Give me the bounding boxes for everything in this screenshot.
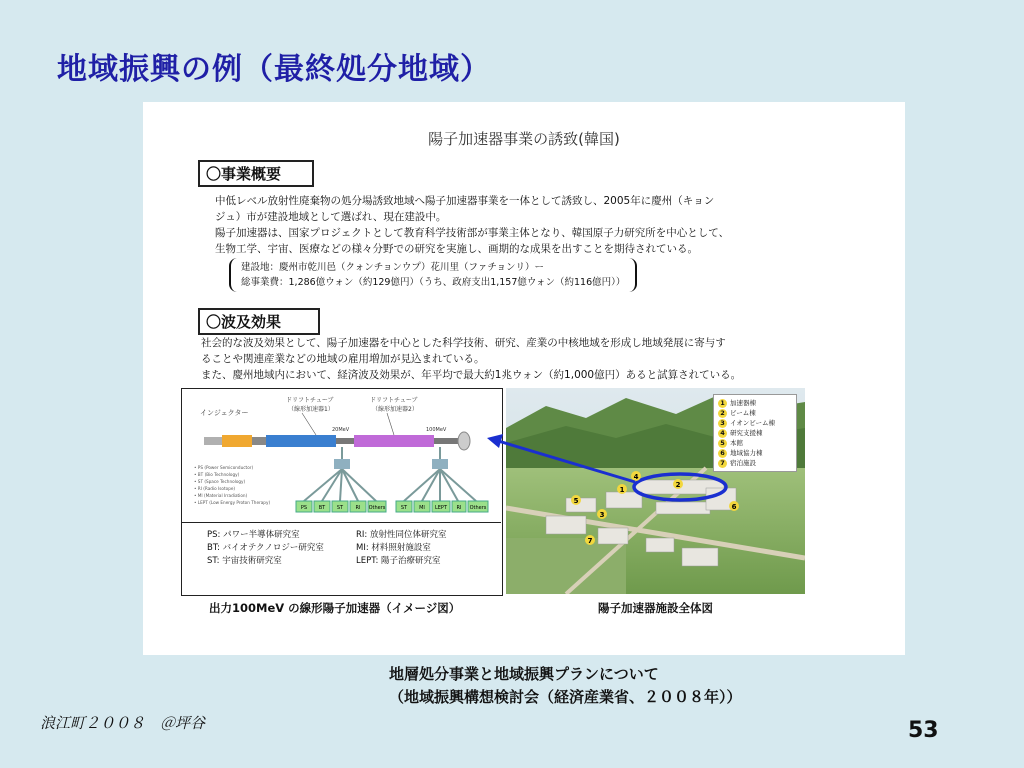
total-cost-text: 総事業費：1,286億ウォン（約129億円）（うち、政府支出1,157億ウォン（約116億円）） bbox=[241, 277, 626, 288]
facility-key-label: 宿泊施設 bbox=[730, 459, 756, 467]
svg-text:4: 4 bbox=[633, 473, 639, 481]
beam-use-item: • RI (Radio Isotope) bbox=[194, 486, 236, 491]
section-heading-effects: 〇波及効果 bbox=[198, 308, 320, 335]
legend-item: PS: パワー半導体研究室 bbox=[207, 530, 300, 540]
facility-key-number: 7 bbox=[718, 459, 727, 468]
legend-item: ST: 宇宙技術研究室 bbox=[207, 556, 282, 566]
drift-tube-1-label: ドリフトチューブ bbox=[286, 397, 334, 404]
legend-item: RI: 放射性同位体研究室 bbox=[356, 530, 447, 540]
beam-use-item: • BT (Bio Technology) bbox=[194, 472, 240, 477]
lab-box-label: LEPT bbox=[434, 505, 448, 511]
overview-line: 生物工学、宇宙、医療などの様々分野での研究を実施し、画期的な成果を出すことを期待されている。 bbox=[215, 243, 698, 255]
energy-label-1: 20MeV bbox=[332, 427, 350, 433]
lab-box-label: Others bbox=[469, 505, 487, 511]
svg-text:6: 6 bbox=[731, 503, 737, 511]
facility-key-number: 1 bbox=[718, 399, 727, 408]
beam-use-item: • MI (Material Irradiation) bbox=[194, 493, 248, 498]
lab-box-label: Others bbox=[368, 505, 386, 511]
facility-key-label: ビーム棟 bbox=[730, 409, 756, 417]
pointer-arrow-line bbox=[495, 440, 635, 482]
facility-key-number: 4 bbox=[718, 429, 727, 438]
facility-key-number: 5 bbox=[718, 439, 727, 448]
section-heading-overview: 〇事業概要 bbox=[198, 160, 314, 187]
injector-label: インジェクター bbox=[200, 409, 249, 417]
svg-text:1: 1 bbox=[619, 486, 625, 494]
facility-key-label: 地域協力棟 bbox=[730, 449, 763, 457]
drift-tube-2-label: ドリフトチューブ bbox=[370, 397, 418, 404]
facility-key-label: 本館 bbox=[730, 439, 743, 447]
page-number: 53 bbox=[908, 718, 939, 743]
lab-box-label: BT bbox=[318, 505, 326, 511]
drift-tube-1-sub: （線形加速器1） bbox=[288, 406, 334, 413]
lab-box-label: ST bbox=[400, 505, 408, 511]
lab-box-label: ST bbox=[336, 505, 344, 511]
svg-text:7: 7 bbox=[587, 537, 593, 545]
lab-box-label: PS bbox=[300, 505, 308, 511]
effects-line: ることや関連産業などの地域の雇用増加が見込まれている。 bbox=[201, 353, 485, 365]
lab-box-label: RI bbox=[355, 505, 361, 511]
overview-line: 陽子加速器は、国家プロジェクトとして教育科学技術部が事業主体となり、韓国原子力研究所を中心として、 bbox=[215, 227, 730, 239]
overview-line: 中低レベル放射性廃棄物の処分場誘致地域へ陽子加速器事業を一体として誘致し、2005年に慶州（キョン bbox=[215, 195, 715, 207]
facility-key-number: 3 bbox=[718, 419, 727, 428]
svg-text:2: 2 bbox=[675, 481, 681, 489]
effects-line: また、慶州地域内において、経済波及効果が、年平均で最大約1兆ウォン（約1,000億円）あると試算されている。 bbox=[201, 369, 742, 381]
lab-box-label: MI bbox=[419, 505, 425, 511]
legend-item: BT: バイオテクノロジー研究室 bbox=[207, 543, 324, 553]
facility-key-label: 加速器棟 bbox=[730, 399, 756, 407]
legend-item: MI: 材料照射施設室 bbox=[356, 543, 431, 553]
caption-accelerator: 出力100MeV の線形陽子加速器（イメージ図） bbox=[209, 601, 461, 615]
facility-key-label: イオンビーム棟 bbox=[730, 419, 776, 427]
beam-use-item: • LEPT (Low Energy Proton Therapy) bbox=[194, 500, 271, 505]
legend-item: LEPT: 陽子治療研究室 bbox=[356, 556, 441, 566]
effects-line: 社会的な波及効果として、陽子加速器を中心とした科学技術、研究、産業の中核地域を形成し地域発展に寄与す bbox=[201, 337, 726, 349]
pointer-arrow-overlay bbox=[143, 102, 905, 655]
document-title: 陽子加速器事業の誘致(韓国) bbox=[428, 130, 620, 148]
facility-key-label: 研究支援棟 bbox=[730, 429, 763, 437]
lab-box-label: RI bbox=[456, 505, 462, 511]
document-image bbox=[143, 102, 905, 655]
facility-key-number: 2 bbox=[718, 409, 727, 418]
source-footnote bbox=[389, 663, 742, 709]
pointer-arrow-head bbox=[487, 434, 503, 448]
svg-text:5: 5 bbox=[573, 497, 579, 505]
beam-use-item: • ST (Space Technology) bbox=[194, 479, 246, 484]
caption-facility: 陽子加速器施設全体図 bbox=[598, 601, 713, 615]
beam-use-item: • PS (Power Semiconductor) bbox=[194, 465, 254, 470]
footer-credit: 浪江町２００８ ＠坪谷 bbox=[40, 714, 206, 732]
energy-label-2: 100MeV bbox=[426, 427, 447, 433]
source-publisher: （地域振興構想検討会（経済産業省、２００８年）） bbox=[389, 688, 742, 706]
construction-site-text: 建設地：慶州市乾川邑（クォンチョンウプ）花川里（ファチョンリ）ー bbox=[241, 262, 545, 273]
facility-key-number: 6 bbox=[718, 449, 727, 458]
source-title: 地層処分事業と地域振興プランについて bbox=[389, 665, 659, 683]
overview-line: ジュ）市が建設地域として選ばれ、現在建設中。 bbox=[215, 211, 447, 223]
drift-tube-2-sub: （線形加速器2） bbox=[372, 406, 418, 413]
slide-title: 地域振興の例（最終処分地域） bbox=[57, 52, 491, 87]
svg-text:3: 3 bbox=[599, 511, 605, 519]
